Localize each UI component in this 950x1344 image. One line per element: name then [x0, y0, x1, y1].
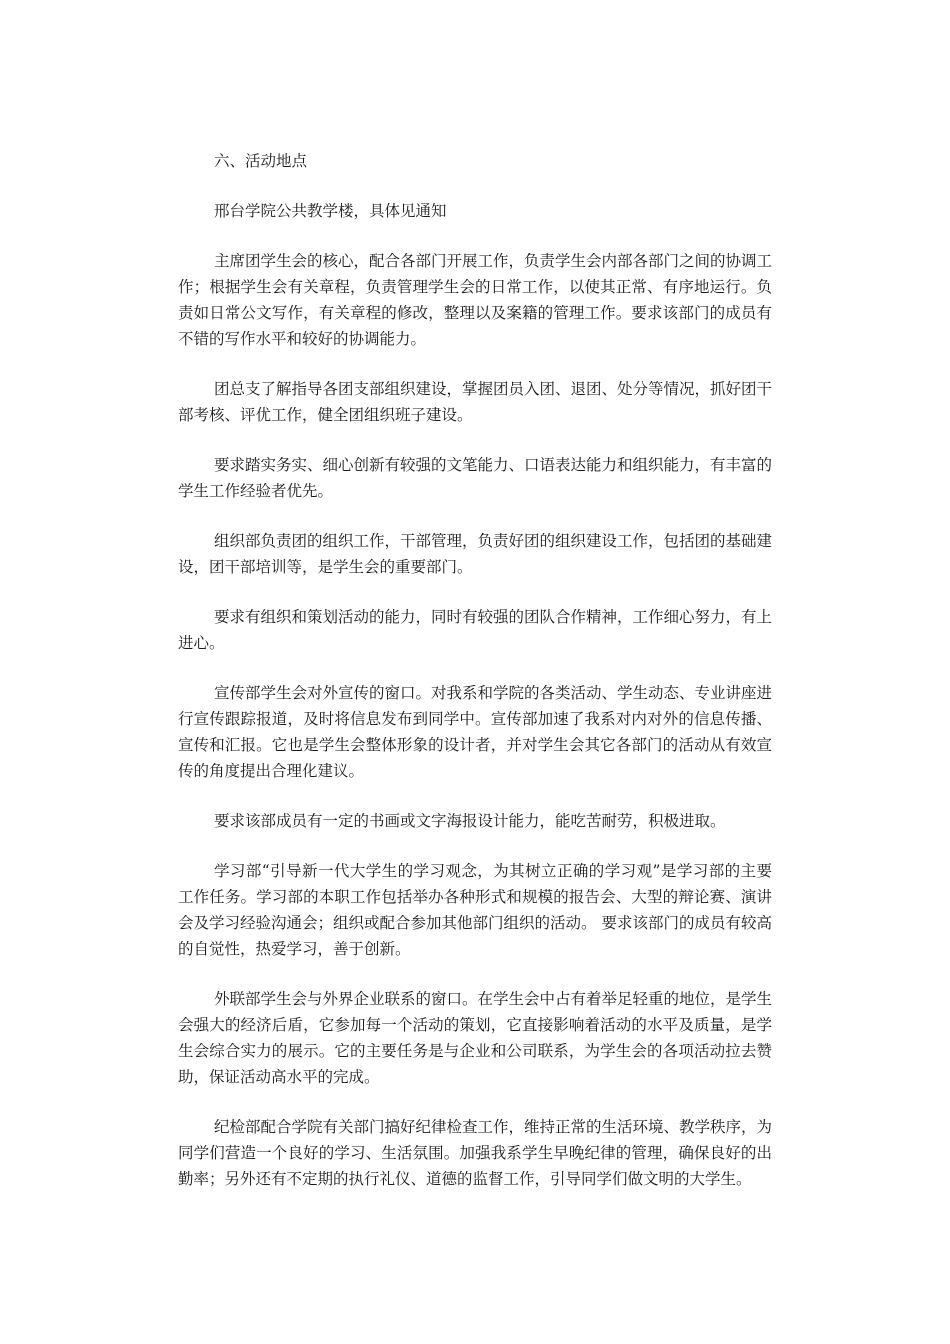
- paragraph-discipline-dept: 纪检部配合学院有关部门搞好纪律检查工作，维持正常的生活环境、教学秩序，为同学们营造一个良好的学习、生活氛围。加强我系学生早晚纪律的管理，确保良好的出勤率；另外还有不定期的执行礼仪、道德的监督工作，引导同学们做文明的大学生。: [178, 1118, 773, 1188]
- document-body: [178, 148, 772, 1216]
- paragraph-external-relations-dept: 外联部学生会与外界企业联系的窗口。在学生会中占有着举足轻重的地位，是学生会强大的经济后盾，它参加每一个活动的策划，它直接影响着活动的水平及质量，是学生会综合实力的展示。它的主要任务是与企业和公司联系，为学生会的各项活动拉去赞助，保证活动高水平的完成。: [178, 990, 773, 1086]
- section-heading: 六、活动地点: [214, 152, 308, 170]
- location-text: 邢台学院公共教学楼，具体见通知: [214, 202, 447, 220]
- paragraph-presidium: 主席团学生会的核心，配合各部门开展工作，负责学生会内部各部门之间的协调工作；根据学生会有关章程，负责管理学生会的日常工作，以使其正常、有序地运行。负责如日常公文写作，有关章程的修改，整理以及案籍的管理工作。要求该部门的成员有不错的写作水平和较好的协调能力。: [178, 252, 773, 348]
- paragraph-organization-dept: 组织部负责团的组织工作，干部管理，负责好团的组织建设工作，包括团的基础建设，团干部培训等，是学生会的重要部门。: [178, 532, 773, 576]
- paragraph-publicity-dept: 宣传部学生会对外宣传的窗口。对我系和学院的各类活动、学生动态、专业讲座进行宣传跟踪报道，及时将信息发布到同学中。宣传部加速了我系对内对外的信息传播、宣传和汇报。它也是学生会整体形象的设计者，并对学生会其它各部门的活动从有效宣传的角度提出合理化建议。: [178, 684, 773, 780]
- paragraph-study-dept: 学习部“引导新一代大学生的学习观念，为其树立正确的学习观”是学习部的主要工作任务。学习部的本职工作包括举办各种形式和规模的报告会、大型的辩论赛、演讲会及学习经验沟通会；组织或配合参加其他部门组织的活动。 要求该部门的成员有较高的自觉性，热爱学习，善于创新。: [178, 862, 772, 958]
- paragraph-league-branch: 团总支了解指导各团支部组织建设，掌握团员入团、退团、处分等情况，抓好团干部考核、评优工作，健全团组织班子建设。: [178, 380, 773, 424]
- paragraph-organization-requirements: 要求有组织和策划活动的能力，同时有较强的团队合作精神，工作细心努力，有上进心。: [178, 608, 773, 652]
- paragraph-league-branch-requirements: 要求踏实务实、细心创新有较强的文笔能力、口语表达能力和组织能力，有丰富的学生工作经验者优先。: [178, 456, 773, 500]
- paragraph-publicity-requirements: 要求该部成员有一定的书画或文字海报设计能力，能吃苦耐劳，积极进取。: [214, 812, 726, 830]
